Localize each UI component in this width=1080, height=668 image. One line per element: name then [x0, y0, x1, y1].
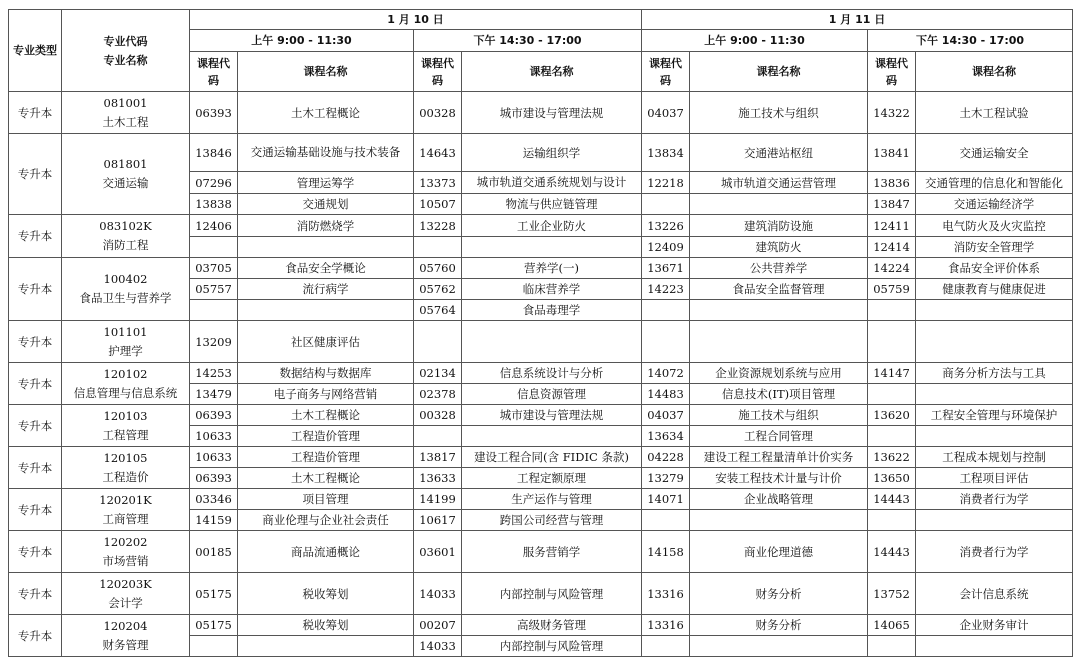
day1-morning-course: 土木工程概论: [238, 405, 414, 426]
day2-morning-course: 施工技术与组织: [690, 92, 868, 134]
day1-morning-course: 税收筹划: [238, 573, 414, 615]
day2-afternoon-code: 14065: [868, 615, 916, 636]
day1-afternoon-course: 城市建设与管理法规: [462, 405, 642, 426]
day2-afternoon-course: [916, 510, 1073, 531]
major-type: 专升本: [9, 531, 62, 573]
day2-morning-course: [690, 194, 868, 215]
day2-afternoon-course: 消费者行为学: [916, 489, 1073, 510]
day1-morning-course: [238, 636, 414, 657]
header-day-1: 1 月 10 日: [190, 10, 642, 30]
day1-afternoon-course: 运输组织学: [462, 134, 642, 172]
day2-afternoon-code: [868, 510, 916, 531]
major-code: 081801: [103, 157, 148, 171]
day2-morning-course: 施工技术与组织: [690, 405, 868, 426]
day1-morning-code: 13209: [190, 321, 238, 363]
major-code-name: [62, 405, 190, 447]
header-day-2: 1 月 11 日: [642, 10, 1073, 30]
day2-afternoon-code: 13836: [868, 172, 916, 194]
day1-afternoon-course: [462, 321, 642, 363]
major-name: 工商管理: [102, 511, 149, 526]
day1-morning-code: [190, 237, 238, 258]
day1-afternoon-code: [414, 237, 462, 258]
day2-morning-course: 商业伦理道德: [690, 531, 868, 573]
day1-afternoon-code: 13817: [414, 447, 462, 468]
day1-afternoon-code: 10507: [414, 194, 462, 215]
day2-afternoon-course: [916, 321, 1073, 363]
day1-afternoon-code: 05764: [414, 300, 462, 321]
day1-morning-course: 税收筹划: [238, 615, 414, 636]
header-row-days: [9, 10, 1073, 30]
day1-afternoon-code: 00328: [414, 405, 462, 426]
day2-afternoon-course: 土木工程试验: [916, 92, 1073, 134]
major-code-name: [62, 489, 190, 531]
day1-afternoon-course: [462, 426, 642, 447]
day1-morning-code: 00185: [190, 531, 238, 573]
day2-morning-code: 13226: [642, 215, 690, 237]
day2-morning-course: 工程合同管理: [690, 426, 868, 447]
day1-afternoon-course: [462, 237, 642, 258]
header-major-code: 专业代码: [103, 34, 148, 48]
day1-afternoon-code: 13373: [414, 172, 462, 194]
day1-morning-code: [190, 636, 238, 657]
day1-morning-course: 商品流通概论: [238, 531, 414, 573]
day2-afternoon-code: 13847: [868, 194, 916, 215]
day2-afternoon-code: 13752: [868, 573, 916, 615]
header-course-name: 课程名称: [916, 52, 1073, 92]
day1-afternoon-course: 信息资源管理: [462, 384, 642, 405]
day2-afternoon-code: 12411: [868, 215, 916, 237]
major-code: 100402: [103, 272, 148, 286]
major-name: 消防工程: [102, 238, 149, 252]
exam-schedule-table: [8, 9, 1073, 657]
day2-afternoon-course: [916, 426, 1073, 447]
day1-morning-course: [238, 237, 414, 258]
header-course-code: 课程代码: [414, 52, 462, 92]
day2-morning-course: 安装工程技术计量与计价: [690, 468, 868, 489]
day2-afternoon-course: 会计信息系统: [916, 573, 1073, 615]
day1-afternoon-code: 05762: [414, 279, 462, 300]
day2-morning-course: 信息技术(IT)项目管理: [690, 384, 868, 405]
day1-afternoon-course: 临床营养学: [462, 279, 642, 300]
day2-morning-code: [642, 636, 690, 657]
major-name: 交通运输: [102, 176, 149, 190]
major-code-name: [62, 531, 190, 573]
day2-morning-code: 14158: [642, 531, 690, 573]
day1-morning-code: 06393: [190, 92, 238, 134]
major-code-name: [62, 363, 190, 405]
day1-morning-course: [238, 300, 414, 321]
day2-morning-course: [690, 636, 868, 657]
day2-afternoon-code: 05759: [868, 279, 916, 300]
schedule-row: [9, 215, 1073, 237]
day1-morning-course: 土木工程概论: [238, 468, 414, 489]
schedule-body: [9, 92, 1073, 657]
day2-morning-code: 04228: [642, 447, 690, 468]
day1-morning-course: 商业伦理与企业社会责任: [238, 510, 414, 531]
day1-afternoon-course: 高级财务管理: [462, 615, 642, 636]
day1-morning-code: 14253: [190, 363, 238, 384]
day1-morning-course: 工程造价管理: [238, 447, 414, 468]
exam-schedule-page: [8, 9, 1072, 657]
day1-morning-course: 社区健康评估: [238, 321, 414, 363]
day1-morning-code: 06393: [190, 468, 238, 489]
schedule-row: [9, 447, 1073, 468]
major-name: 工程造价: [102, 469, 149, 484]
header-course-name: 课程名称: [690, 52, 868, 92]
day1-afternoon-course: 内部控制与风险管理: [462, 573, 642, 615]
day2-afternoon-code: 14147: [868, 363, 916, 384]
major-type: 专升本: [9, 215, 62, 258]
major-code-name: [62, 134, 190, 215]
day1-morning-code: 10633: [190, 447, 238, 468]
major-code-name: [62, 92, 190, 134]
header-course-name: 课程名称: [238, 52, 414, 92]
day1-afternoon-course: 营养学(一): [462, 258, 642, 279]
day1-afternoon-course: 服务营销学: [462, 531, 642, 573]
day2-afternoon-code: 13650: [868, 468, 916, 489]
day2-morning-code: 12218: [642, 172, 690, 194]
day2-morning-course: 食品安全监督管理: [690, 279, 868, 300]
day2-morning-code: 13634: [642, 426, 690, 447]
day2-morning-code: [642, 194, 690, 215]
day2-morning-course: 企业资源规划系统与应用: [690, 363, 868, 384]
day1-morning-course: 项目管理: [238, 489, 414, 510]
major-code-name: [62, 573, 190, 615]
day1-afternoon-code: 03601: [414, 531, 462, 573]
day1-morning-code: [190, 300, 238, 321]
day2-afternoon-code: 12414: [868, 237, 916, 258]
major-type: 专升本: [9, 573, 62, 615]
day1-afternoon-course: 食品毒理学: [462, 300, 642, 321]
day2-afternoon-code: 14224: [868, 258, 916, 279]
day2-afternoon-code: [868, 300, 916, 321]
day2-afternoon-course: [916, 384, 1073, 405]
day2-morning-code: 13279: [642, 468, 690, 489]
day2-afternoon-code: [868, 636, 916, 657]
day2-morning-course: 财务分析: [690, 573, 868, 615]
major-type: 专升本: [9, 447, 62, 489]
day2-afternoon-course: 消防安全管理学: [916, 237, 1073, 258]
day2-afternoon-course: [916, 300, 1073, 321]
major-code: 120201K: [99, 492, 152, 507]
day2-afternoon-course: 企业财务审计: [916, 615, 1073, 636]
schedule-row: [9, 321, 1073, 363]
day1-afternoon-code: [414, 426, 462, 447]
day2-afternoon-code: 14443: [868, 489, 916, 510]
day2-afternoon-code: 13841: [868, 134, 916, 172]
day1-afternoon-course: 跨国公司经营与管理: [462, 510, 642, 531]
day2-afternoon-code: 13622: [868, 447, 916, 468]
day1-morning-code: 12406: [190, 215, 238, 237]
day2-afternoon-course: [916, 636, 1073, 657]
day1-morning-course: 交通规划: [238, 194, 414, 215]
day2-afternoon-course: 食品安全评价体系: [916, 258, 1073, 279]
day2-morning-code: 14072: [642, 363, 690, 384]
day2-afternoon-code: [868, 384, 916, 405]
schedule-row: [9, 489, 1073, 510]
day2-morning-code: 13316: [642, 573, 690, 615]
day2-afternoon-course: 健康教育与健康促进: [916, 279, 1073, 300]
day2-morning-code: 14071: [642, 489, 690, 510]
day1-morning-course: 数据结构与数据库: [238, 363, 414, 384]
header-day2-morning: 上午 9:00 - 11:30: [642, 30, 868, 52]
day1-morning-code: 07296: [190, 172, 238, 194]
day2-morning-course: 建设工程工程量清单计价实务: [690, 447, 868, 468]
day2-morning-code: [642, 300, 690, 321]
major-type: 专升本: [9, 321, 62, 363]
day1-afternoon-course: 物流与供应链管理: [462, 194, 642, 215]
day1-afternoon-code: 14199: [414, 489, 462, 510]
day1-afternoon-code: 13633: [414, 468, 462, 489]
day2-morning-course: 公共营养学: [690, 258, 868, 279]
day2-morning-course: 企业战略管理: [690, 489, 868, 510]
day2-morning-code: 12409: [642, 237, 690, 258]
day1-afternoon-course: 生产运作与管理: [462, 489, 642, 510]
day1-morning-course: 土木工程概论: [238, 92, 414, 134]
day1-morning-course: 食品安全学概论: [238, 258, 414, 279]
day1-afternoon-course: 内部控制与风险管理: [462, 636, 642, 657]
day2-morning-code: 13671: [642, 258, 690, 279]
major-type: 专升本: [9, 405, 62, 447]
schedule-row: [9, 363, 1073, 384]
day1-afternoon-course: 城市建设与管理法规: [462, 92, 642, 134]
major-code: 120203K: [99, 576, 152, 591]
major-type: 专升本: [9, 134, 62, 215]
schedule-row: [9, 258, 1073, 279]
day1-morning-course: 电子商务与网络营销: [238, 384, 414, 405]
day1-morning-course: 工程造价管理: [238, 426, 414, 447]
day1-morning-course: 管理运筹学: [238, 172, 414, 194]
day2-morning-course: 建筑消防设施: [690, 215, 868, 237]
header-major-name: 专业名称: [103, 53, 148, 67]
day2-morning-course: [690, 321, 868, 363]
header-major-code-name: [62, 10, 190, 92]
header-course-code: 课程代码: [868, 52, 916, 92]
day2-afternoon-course: 电气防火及火灾监控: [916, 215, 1073, 237]
day1-afternoon-code: 02378: [414, 384, 462, 405]
day1-morning-code: 10633: [190, 426, 238, 447]
day1-afternoon-course: 信息系统设计与分析: [462, 363, 642, 384]
major-code-name: [62, 258, 190, 321]
day2-afternoon-course: 交通运输安全: [916, 134, 1073, 172]
day2-afternoon-course: 商务分析方法与工具: [916, 363, 1073, 384]
day2-morning-course: 建筑防火: [690, 237, 868, 258]
day1-afternoon-code: 00328: [414, 92, 462, 134]
header-day1-afternoon: 下午 14:30 - 17:00: [414, 30, 642, 52]
header-course-code: 课程代码: [642, 52, 690, 92]
day2-afternoon-code: [868, 426, 916, 447]
major-name: 土木工程: [102, 114, 149, 129]
day1-morning-code: 06393: [190, 405, 238, 426]
major-code-name: [62, 447, 190, 489]
day2-morning-course: 城市轨道交通运营管理: [690, 172, 868, 194]
day2-afternoon-code: 14322: [868, 92, 916, 134]
day2-morning-course: [690, 300, 868, 321]
day1-afternoon-course: 城市轨道交通系统规划与设计: [462, 172, 642, 194]
day1-morning-code: 03705: [190, 258, 238, 279]
day1-morning-code: 13479: [190, 384, 238, 405]
day1-morning-code: 14159: [190, 510, 238, 531]
day1-afternoon-code: 02134: [414, 363, 462, 384]
major-type: 专升本: [9, 489, 62, 531]
day2-morning-course: [690, 510, 868, 531]
day2-morning-code: 14223: [642, 279, 690, 300]
day2-afternoon-code: 13620: [868, 405, 916, 426]
major-code-name: [62, 321, 190, 363]
day2-morning-code: [642, 321, 690, 363]
major-name: 市场营销: [102, 553, 149, 568]
major-code: 081001: [103, 95, 148, 110]
day2-afternoon-course: 工程安全管理与环境保护: [916, 405, 1073, 426]
header-course-code: 课程代码: [190, 52, 238, 92]
day2-afternoon-course: 消费者行为学: [916, 531, 1073, 573]
day2-afternoon-course: 交通运输经济学: [916, 194, 1073, 215]
schedule-row: [9, 615, 1073, 636]
major-name: 护理学: [108, 343, 143, 358]
major-name: 信息管理与信息系统: [73, 385, 178, 400]
header-day2-afternoon: 下午 14:30 - 17:00: [868, 30, 1073, 52]
day2-morning-code: 13834: [642, 134, 690, 172]
day1-afternoon-code: 14643: [414, 134, 462, 172]
major-code-name: [62, 215, 190, 258]
day2-afternoon-course: 交通管理的信息化和智能化: [916, 172, 1073, 194]
major-code: 083102K: [99, 219, 152, 233]
day1-morning-code: 03346: [190, 489, 238, 510]
schedule-row: [9, 573, 1073, 615]
day1-morning-course: 流行病学: [238, 279, 414, 300]
day1-morning-code: 05175: [190, 615, 238, 636]
day1-afternoon-code: 14033: [414, 636, 462, 657]
major-name: 会计学: [108, 595, 143, 610]
major-type: 专升本: [9, 92, 62, 134]
day2-morning-course: 财务分析: [690, 615, 868, 636]
schedule-row: [9, 134, 1073, 172]
major-code-name: [62, 615, 190, 657]
day1-afternoon-code: 05760: [414, 258, 462, 279]
day1-morning-course: 交通运输基础设施与技术装备: [238, 134, 414, 172]
day1-afternoon-code: 10617: [414, 510, 462, 531]
day1-morning-course: 消防燃烧学: [238, 215, 414, 237]
header-course-name: 课程名称: [462, 52, 642, 92]
day2-afternoon-course: 工程项目评估: [916, 468, 1073, 489]
day2-morning-code: 04037: [642, 92, 690, 134]
day1-afternoon-code: 00207: [414, 615, 462, 636]
day2-morning-code: 14483: [642, 384, 690, 405]
day2-afternoon-code: 14443: [868, 531, 916, 573]
day2-morning-code: 13316: [642, 615, 690, 636]
day2-afternoon-code: [868, 321, 916, 363]
day1-afternoon-code: [414, 321, 462, 363]
major-type: 专升本: [9, 615, 62, 657]
major-code: 120103: [103, 408, 148, 423]
major-type: 专升本: [9, 363, 62, 405]
day1-afternoon-course: 工程定额原理: [462, 468, 642, 489]
major-name: 工程管理: [102, 427, 149, 442]
major-type: 专升本: [9, 258, 62, 321]
major-name: 财务管理: [102, 637, 149, 652]
day2-afternoon-course: 工程成本规划与控制: [916, 447, 1073, 468]
day1-afternoon-code: 13228: [414, 215, 462, 237]
day1-morning-code: 13838: [190, 194, 238, 215]
header-major-type: 专业类型: [9, 10, 62, 92]
header-day1-morning: 上午 9:00 - 11:30: [190, 30, 414, 52]
day1-afternoon-code: 14033: [414, 573, 462, 615]
day2-morning-code: [642, 510, 690, 531]
day1-afternoon-course: 建设工程合同(含 FIDIC 条款): [462, 447, 642, 468]
day1-morning-code: 05757: [190, 279, 238, 300]
day1-morning-code: 05175: [190, 573, 238, 615]
major-code: 120202: [103, 534, 148, 549]
major-name: 食品卫生与营养学: [79, 291, 172, 305]
major-code: 120102: [103, 366, 148, 381]
day2-morning-course: 交通港站枢纽: [690, 134, 868, 172]
day2-morning-code: 04037: [642, 405, 690, 426]
day1-morning-code: 13846: [190, 134, 238, 172]
schedule-row: [9, 92, 1073, 134]
day1-afternoon-course: 工业企业防火: [462, 215, 642, 237]
major-code: 120204: [103, 618, 148, 633]
major-code: 101101: [103, 324, 148, 339]
schedule-row: [9, 531, 1073, 573]
schedule-row: [9, 405, 1073, 426]
major-code: 120105: [103, 450, 148, 465]
